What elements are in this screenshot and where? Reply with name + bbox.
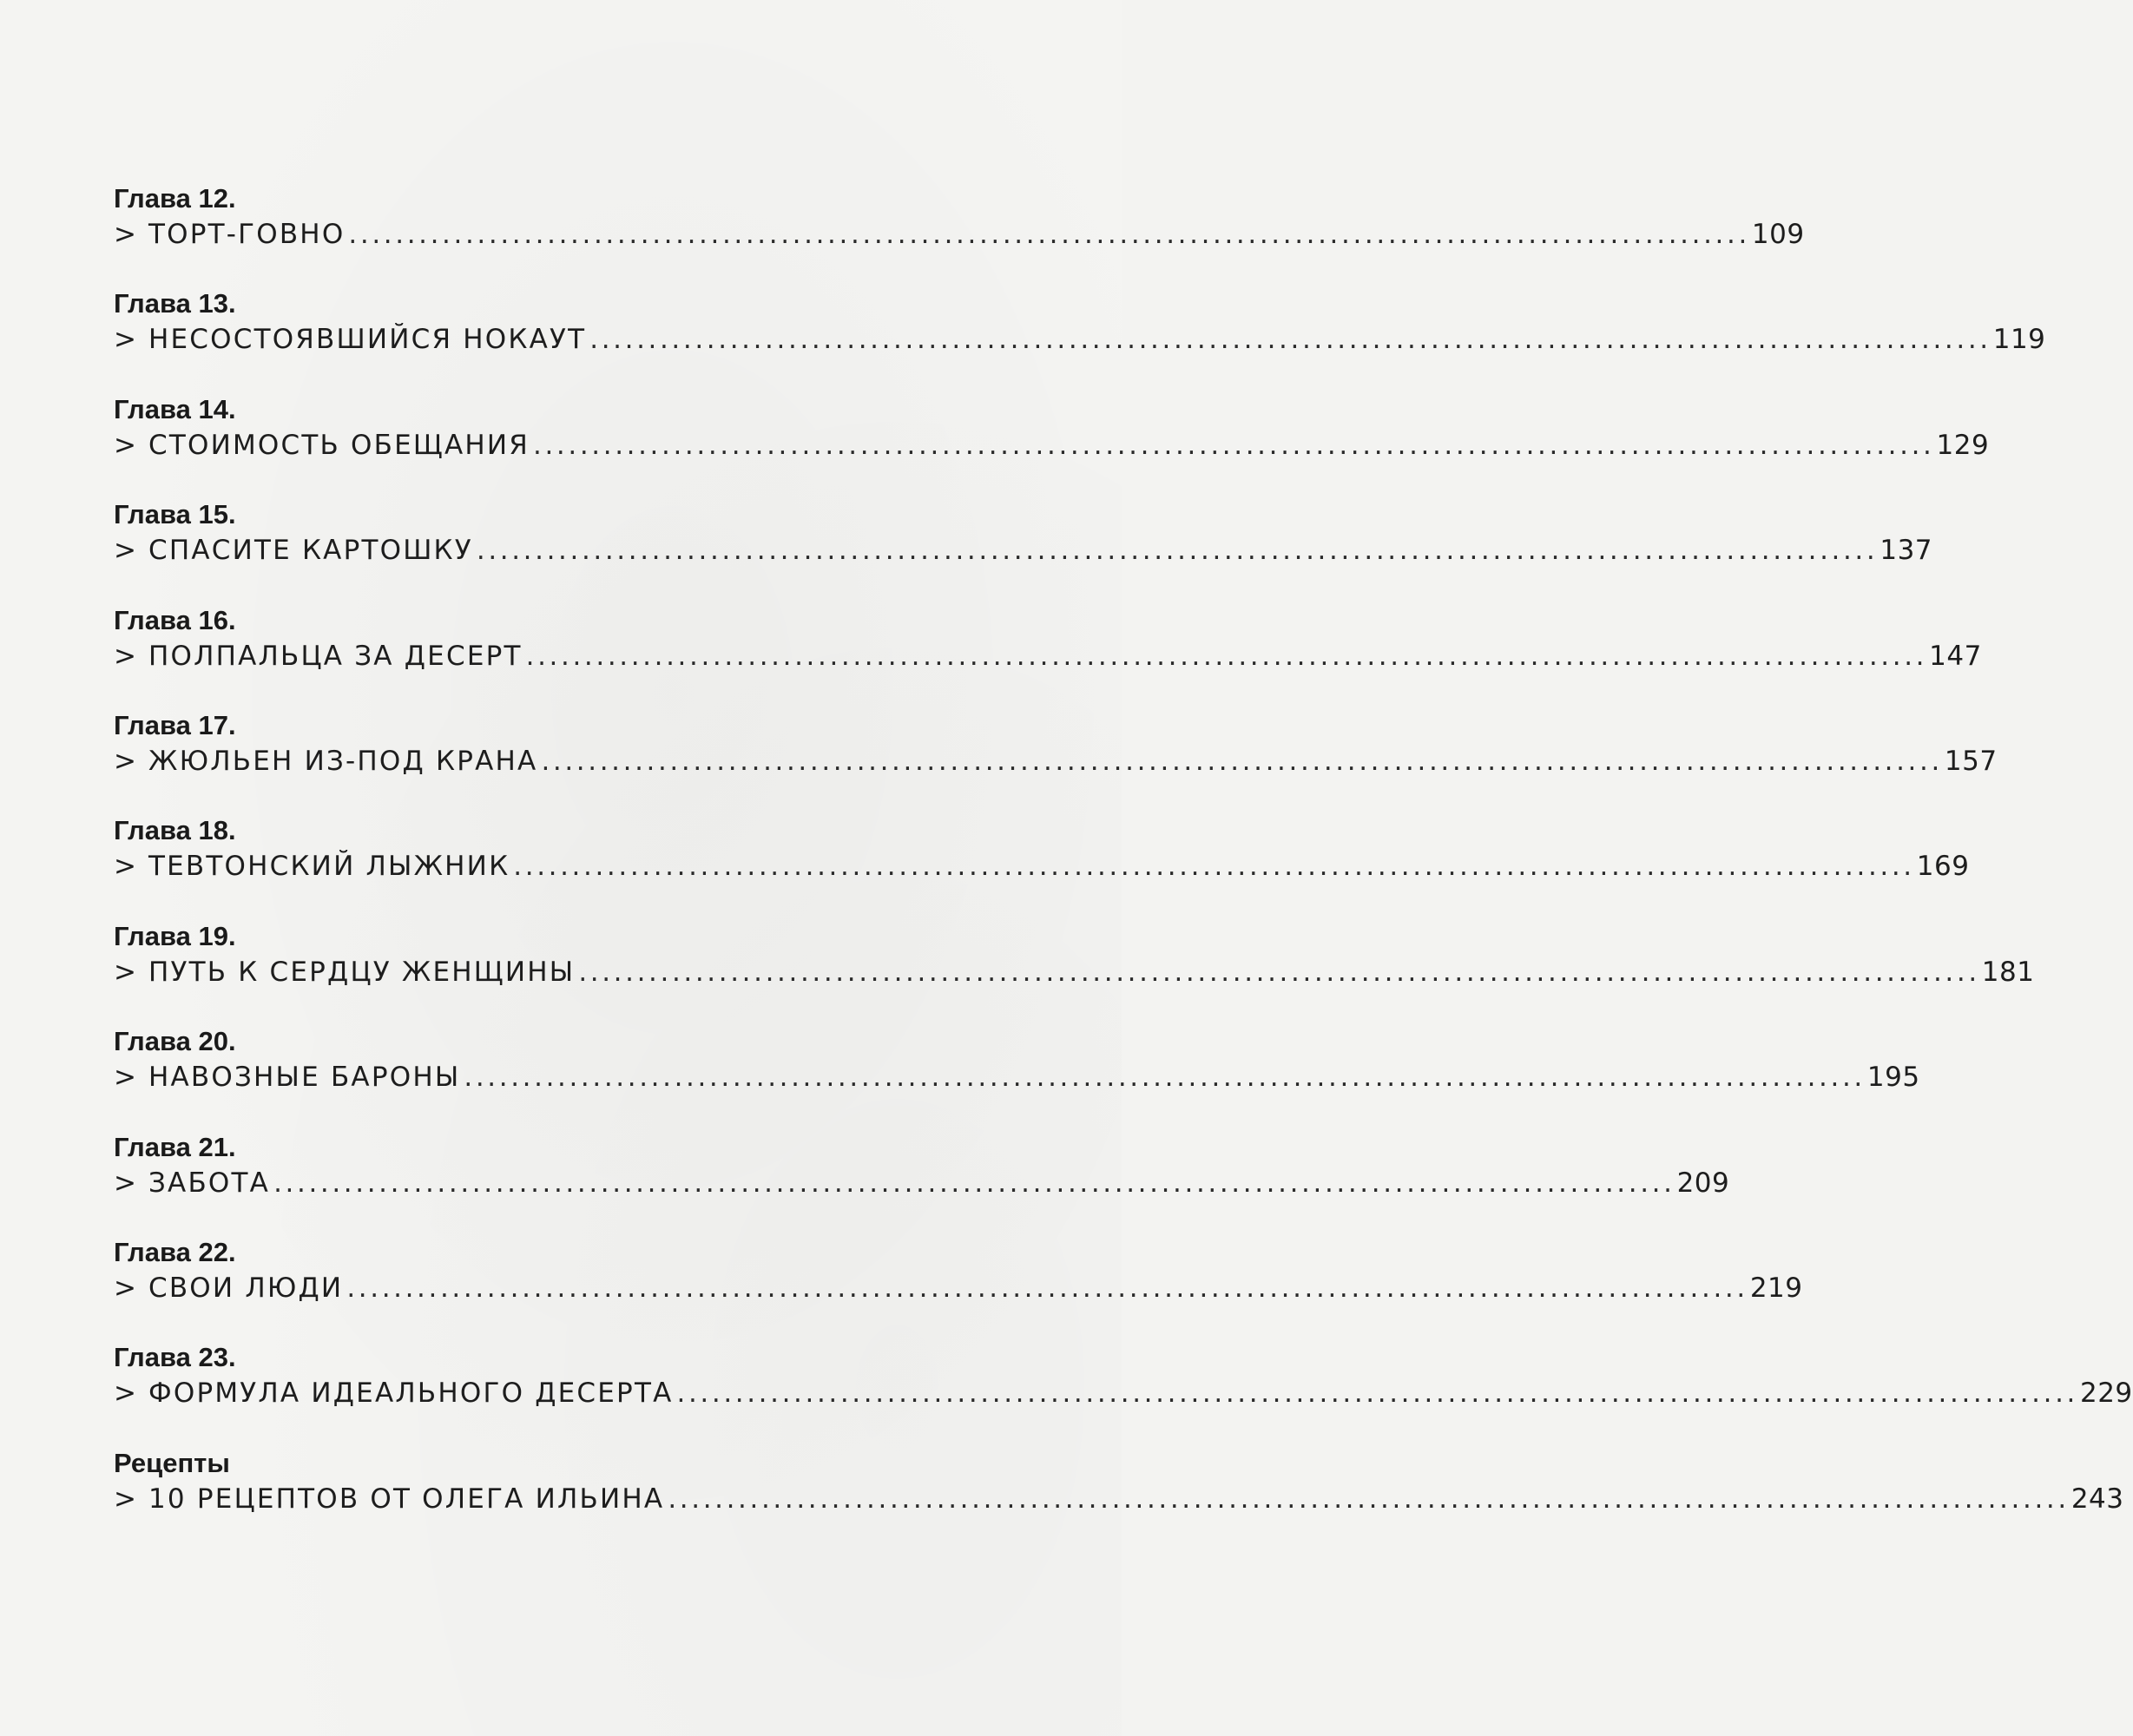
table-of-contents xyxy=(114,182,2133,1552)
toc-entry xyxy=(114,814,1970,919)
entry-marker: > xyxy=(114,535,136,567)
toc-line xyxy=(114,1058,1920,1096)
dot-leader: ........................................................................................................................ xyxy=(533,429,1935,461)
chapter-heading: Глава 14. xyxy=(114,393,236,424)
chapter-heading: Глава 18. xyxy=(114,815,236,846)
entry-marker: > xyxy=(114,1378,136,1410)
chapter-heading: Рецепты xyxy=(114,1447,230,1478)
chapter-heading: Глава 22. xyxy=(114,1236,236,1267)
chapter-heading: Глава 19. xyxy=(114,920,236,951)
page-number: 147 xyxy=(1929,640,1982,672)
dot-leader: ........................................................................................................................ xyxy=(589,324,1991,356)
dot-leader: ........................................................................................................................ xyxy=(668,1483,2070,1515)
toc-entry xyxy=(114,393,1990,498)
chapter-heading: Глава 21. xyxy=(114,1131,236,1162)
dot-leader: ........................................................................................................................ xyxy=(346,1272,1748,1304)
chapter-title: ПУТЬ К СЕРДЦУ ЖЕНЩИНЫ xyxy=(148,956,576,988)
toc-entry xyxy=(114,498,1933,603)
dot-leader: ........................................................................................................................ xyxy=(464,1062,1866,1094)
toc-line xyxy=(114,1480,2124,1518)
chapter-heading: Глава 16. xyxy=(114,604,236,635)
toc-line xyxy=(114,215,1805,253)
chapter-heading: Глава 20. xyxy=(114,1026,236,1057)
chapter-title: СТОИМОСТЬ ОБЕЩАНИЯ xyxy=(148,429,530,461)
entry-marker: > xyxy=(114,1272,136,1304)
dot-leader: ........................................................................................................................ xyxy=(676,1378,2078,1410)
chapter-title: ФОРМУЛА ИДЕАЛЬНОГО ДЕСЕРТА xyxy=(148,1378,674,1410)
chapter-title: НЕСОСТОЯВШИЙСЯ НОКАУТ xyxy=(148,324,587,356)
toc-entry xyxy=(114,287,2046,392)
page-number: 137 xyxy=(1880,535,1933,567)
entry-marker: > xyxy=(114,956,136,988)
chapter-heading: Глава 23. xyxy=(114,1342,236,1373)
toc-line xyxy=(114,1269,1803,1307)
entry-marker: > xyxy=(114,1167,136,1199)
toc-line xyxy=(114,637,1982,675)
toc-entry xyxy=(114,604,1982,709)
chapter-title: 10 РЕЦЕПТОВ ОТ ОЛЕГА ИЛЬИНА xyxy=(148,1483,665,1515)
dot-leader: ........................................................................................................................ xyxy=(513,851,1915,883)
dot-leader: ........................................................................................................................ xyxy=(273,1167,1675,1199)
toc-line xyxy=(114,320,2046,358)
toc-line xyxy=(114,426,1990,464)
chapter-title: НАВОЗНЫЕ БАРОНЫ xyxy=(148,1062,461,1094)
page-number: 169 xyxy=(1916,851,1970,883)
toc-entry xyxy=(114,1025,1920,1130)
dot-leader: ........................................................................................................................ xyxy=(578,956,1980,988)
toc-line xyxy=(114,1374,2133,1412)
chapter-title: ПОЛПАЛЬЦА ЗА ДЕСЕРТ xyxy=(148,640,523,672)
chapter-title: СВОИ ЛЮДИ xyxy=(148,1272,344,1304)
entry-marker: > xyxy=(114,429,136,461)
toc-entry xyxy=(114,920,2035,1025)
dot-leader: ........................................................................................................................ xyxy=(525,640,1928,672)
entry-marker: > xyxy=(114,1062,136,1094)
entry-marker: > xyxy=(114,219,136,250)
page-number: 157 xyxy=(1944,745,1998,777)
dot-leader: ........................................................................................................................ xyxy=(348,219,1750,250)
toc-entry-recipes xyxy=(114,1447,2124,1552)
chapter-heading: Глава 13. xyxy=(114,288,236,319)
toc-entry xyxy=(114,1341,2133,1446)
chapter-title: ТОРТ-ГОВНО xyxy=(148,219,346,250)
toc-entry xyxy=(114,182,1805,287)
dot-leader: ........................................................................................................................ xyxy=(476,535,1879,567)
page-number: 109 xyxy=(1751,219,1805,250)
page-number: 195 xyxy=(1866,1062,1920,1094)
toc-line xyxy=(114,531,1933,569)
entry-marker: > xyxy=(114,745,136,777)
chapter-title: ТЕВТОНСКИЙ ЛЫЖНИК xyxy=(148,851,510,883)
page-number: 209 xyxy=(1676,1167,1730,1199)
page-number: 181 xyxy=(1981,956,2035,988)
toc-entry xyxy=(114,1236,1803,1341)
entry-marker: > xyxy=(114,324,136,356)
entry-marker: > xyxy=(114,1483,136,1515)
chapter-title: ЖЮЛЬЕН ИЗ-ПОД КРАНА xyxy=(148,745,538,777)
toc-line xyxy=(114,953,2035,991)
toc-entry xyxy=(114,709,1998,814)
chapter-title: СПАСИТЕ КАРТОШКУ xyxy=(148,535,473,567)
page-number: 243 xyxy=(2070,1483,2124,1515)
dot-leader: ........................................................................................................................ xyxy=(541,745,1943,777)
toc-line xyxy=(114,847,1970,885)
chapter-heading: Глава 12. xyxy=(114,183,236,214)
toc-line xyxy=(114,742,1998,780)
toc-line xyxy=(114,1164,1730,1202)
chapter-heading: Глава 15. xyxy=(114,499,236,530)
entry-marker: > xyxy=(114,851,136,883)
page-number: 219 xyxy=(1749,1272,1803,1304)
chapter-title: ЗАБОТА xyxy=(148,1167,271,1199)
toc-entry xyxy=(114,1131,1730,1236)
entry-marker: > xyxy=(114,640,136,672)
page-number: 119 xyxy=(1992,324,2046,356)
page-number: 129 xyxy=(1936,429,1990,461)
chapter-heading: Глава 17. xyxy=(114,709,236,740)
page-number: 229 xyxy=(2079,1378,2133,1410)
